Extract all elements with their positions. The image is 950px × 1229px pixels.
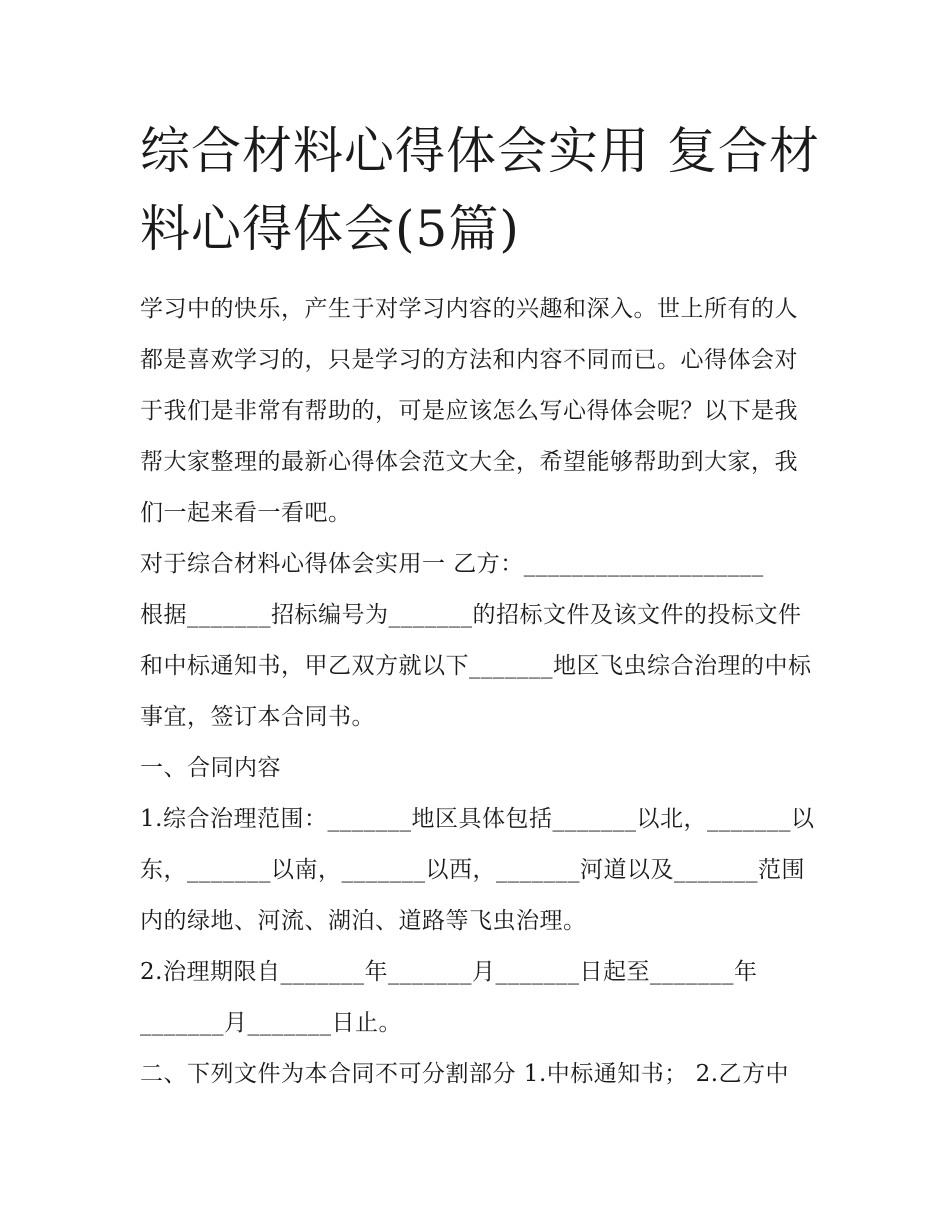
intro-paragraph: 学习中的快乐，产生于对学习内容的兴趣和深入。世上所有的人都是喜欢学习的，只是学习的方法和内容不同而已。心得体会对于我们是非常有帮助的，可是应该怎么写心得体会呢？以下是我帮大家整理的最新心得体会范文大全，希望能够帮助到大家，我们一起来看一看吧。 (140, 296, 798, 526)
party-b-line: 对于综合材料心得体会实用一 乙方：____________________ (140, 551, 764, 577)
section-heading-contract-documents: 二、下列文件为本合同不可分割部分 1.中标通知书； 2.乙方中 (140, 1061, 790, 1087)
document-title: 综合材料心得体会实用 复合材料心得体会(5篇) (140, 122, 820, 258)
clause-period: 2.治理期限自_______年_______月_______日起至_______年_______月_______日止。 (140, 959, 758, 1036)
contract-basis-paragraph: 根据_______招标编号为_______的招标文件及该文件的投标文件和中标通知书，甲乙双方就以下_______地区飞虫综合治理的中标事宜，签订本合同书。 (140, 602, 812, 730)
document-page (140, 112, 820, 1100)
section-heading-contract-content: 一、合同内容 (140, 755, 281, 781)
clause-scope: 1.综合治理范围：_______地区具体包括_______以北，_______以东，_______以南，_______以西，_______河道以及_______范围内的绿地、河流、湖泊、道路等飞虫治理。 (140, 806, 815, 934)
